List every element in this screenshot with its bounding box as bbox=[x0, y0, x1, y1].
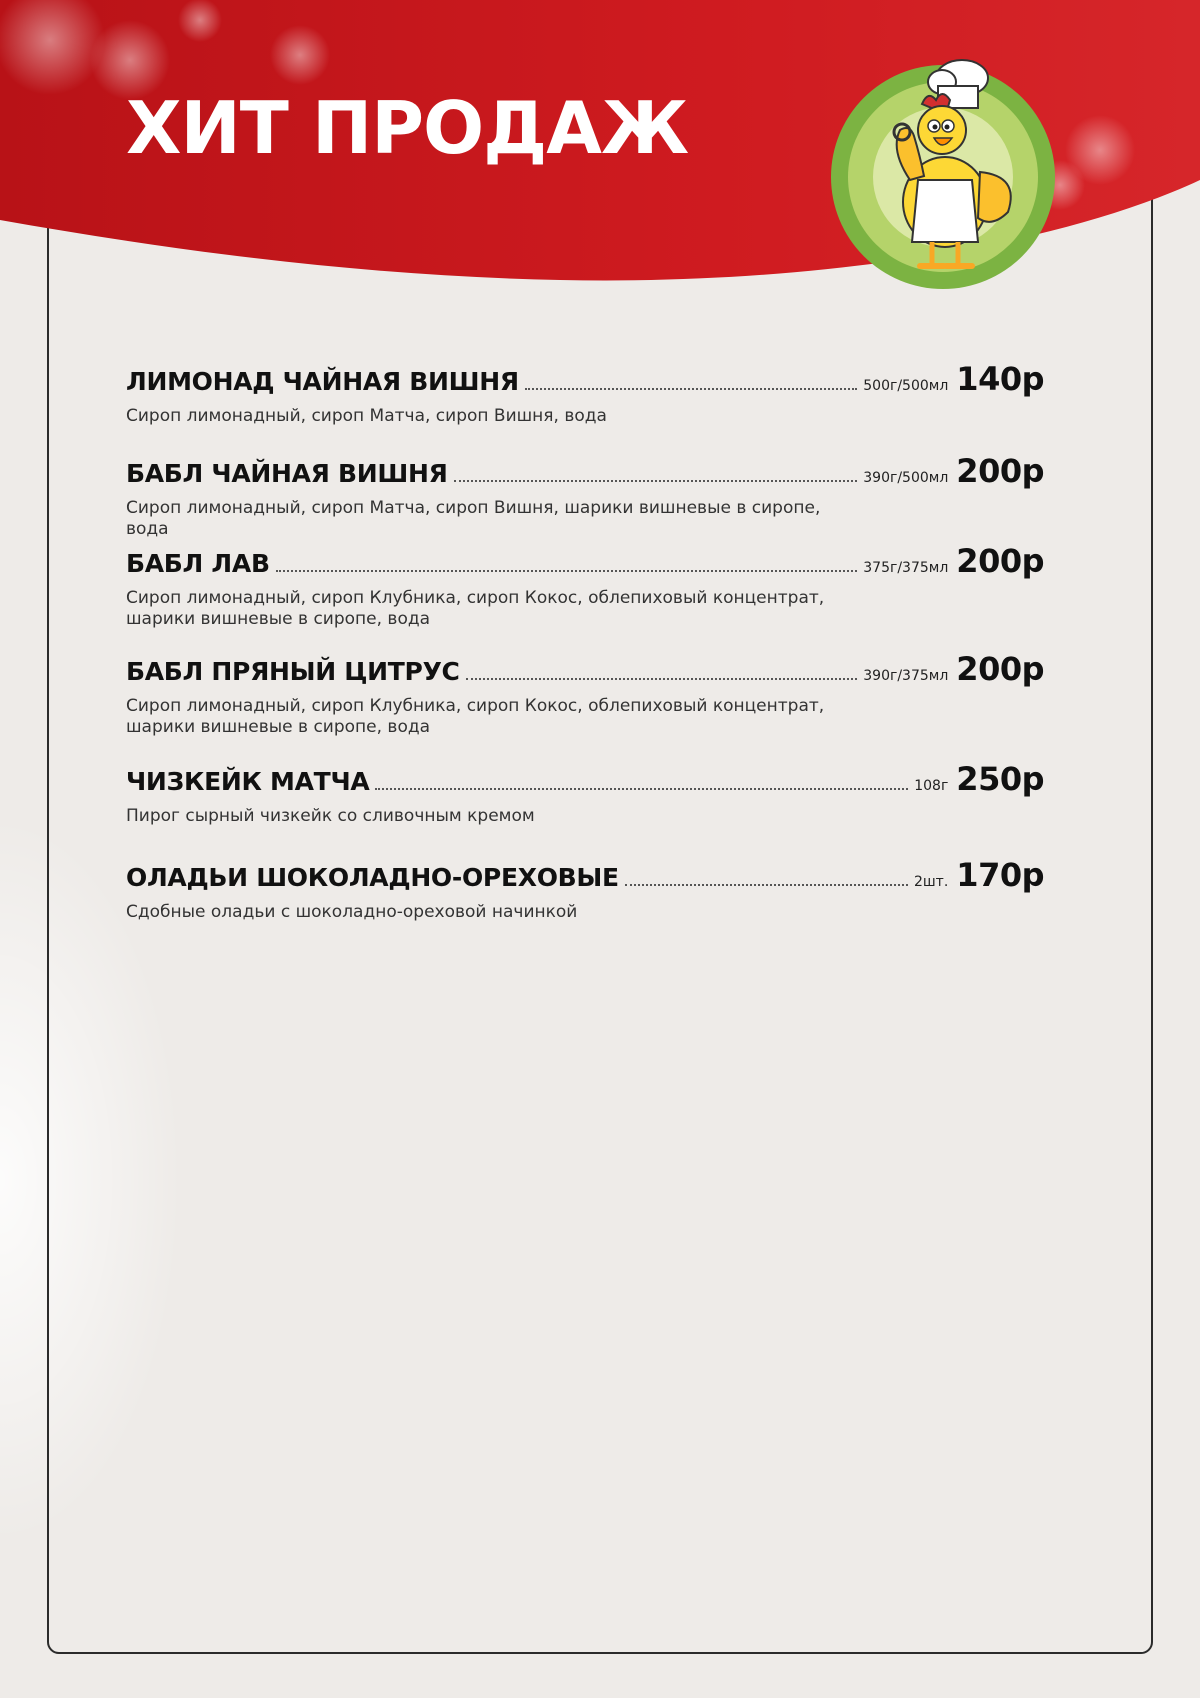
menu-item bbox=[126, 452, 1044, 542]
menu-item bbox=[126, 650, 1044, 760]
dot-leader bbox=[525, 387, 857, 390]
item-price: 200р bbox=[956, 452, 1044, 490]
dot-leader bbox=[276, 569, 858, 572]
page-title: ХИТ ПРОДАЖ bbox=[126, 86, 689, 170]
item-weight: 2шт. bbox=[913, 874, 949, 890]
item-description: Сироп лимонадный, сироп Клубника, сироп Кокос, облепиховый концентрат, шарики вишневые в сиропе, вода bbox=[126, 696, 825, 737]
item-name: ЧИЗКЕЙК МАТЧА bbox=[126, 767, 370, 796]
item-name: БАБЛ ПРЯНЫЙ ЦИТРУС bbox=[126, 657, 460, 686]
item-description: Сироп лимонадный, сироп Матча, сироп Вишня, шарики вишневые в сиропе, вода bbox=[126, 498, 821, 539]
item-price: 200р bbox=[956, 650, 1044, 688]
item-price: 200р bbox=[956, 542, 1044, 580]
item-description: Пирог сырный чизкейк со сливочным кремом bbox=[126, 806, 535, 826]
item-weight: 500г/500мл bbox=[863, 378, 949, 394]
menu-list bbox=[126, 360, 1044, 936]
item-weight: 390г/500мл bbox=[863, 470, 949, 486]
menu-item bbox=[126, 760, 1044, 856]
dot-leader bbox=[454, 479, 858, 482]
menu-item bbox=[126, 856, 1044, 936]
dot-leader bbox=[466, 677, 858, 680]
item-price: 170р bbox=[956, 856, 1044, 894]
dot-leader bbox=[375, 787, 908, 790]
item-name: БАБЛ ЛАВ bbox=[126, 549, 270, 578]
item-price: 250р bbox=[956, 760, 1044, 798]
dot-leader bbox=[625, 883, 908, 886]
menu-item bbox=[126, 360, 1044, 452]
item-weight: 375г/375мл bbox=[863, 560, 949, 576]
item-description: Сдобные оладьи с шоколадно-ореховой начинкой bbox=[126, 902, 578, 922]
item-name: ЛИМОНАД ЧАЙНАЯ ВИШНЯ bbox=[126, 367, 519, 396]
item-description: Сироп лимонадный, сироп Матча, сироп Вишня, вода bbox=[126, 406, 607, 426]
item-weight: 390г/375мл bbox=[863, 668, 949, 684]
item-name: БАБЛ ЧАЙНАЯ ВИШНЯ bbox=[126, 459, 448, 488]
chef-rooster-icon bbox=[830, 52, 1056, 292]
item-price: 140р bbox=[956, 360, 1044, 398]
item-description: Сироп лимонадный, сироп Клубника, сироп Кокос, облепиховый концентрат, шарики вишневые в сиропе, вода bbox=[126, 588, 825, 629]
item-name: ОЛАДЬИ ШОКОЛАДНО-ОРЕХОВЫЕ bbox=[126, 863, 619, 892]
item-weight: 108г bbox=[914, 778, 949, 794]
menu-item bbox=[126, 542, 1044, 650]
